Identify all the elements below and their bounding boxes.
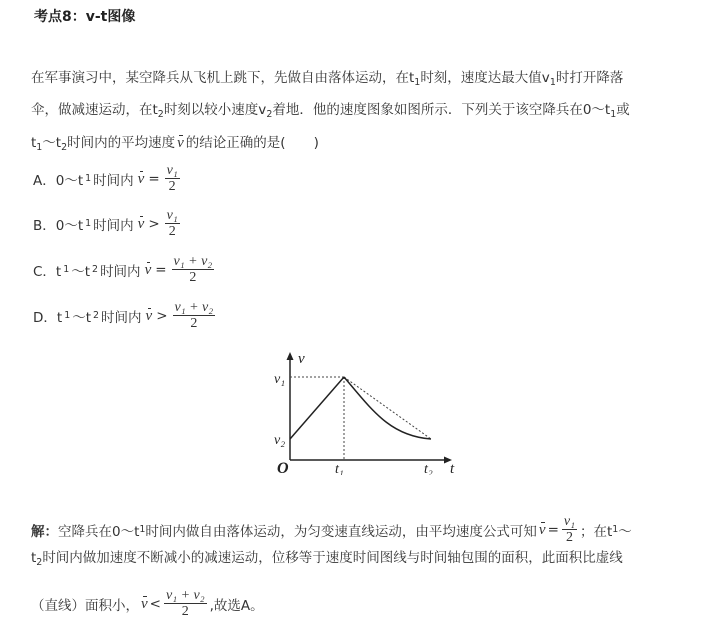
option-label: D．t xyxy=(33,309,63,326)
text: 空降兵在0～t xyxy=(58,523,140,540)
option-b: B．0～t 1 时间内 v > $\frac{\text{v₁}}{2}$ xyxy=(33,208,178,239)
text: 时间内 xyxy=(100,263,141,280)
relation: > xyxy=(148,215,160,232)
t2-tick-label: t₂ xyxy=(424,462,433,475)
y-axis-label: v xyxy=(298,351,305,367)
numerator: v₁ xyxy=(563,514,575,529)
fraction xyxy=(172,254,215,285)
option-a: A．0～t 1 时间内 v = $\frac{\text{v₁}}{2}$ xyxy=(33,163,178,194)
option-label: A．0～t xyxy=(33,172,84,189)
subscript: 1 xyxy=(414,77,421,88)
denominator: 2 xyxy=(565,530,573,545)
text: t xyxy=(31,135,37,151)
fraction xyxy=(173,300,216,331)
denominator: 2 xyxy=(189,270,197,285)
subscript: 1 xyxy=(549,77,556,88)
x-axis-label: t xyxy=(450,461,455,475)
text: t xyxy=(31,550,37,566)
fraction xyxy=(164,588,207,619)
text: 时间内做加速度不断减小的减速运动，位移等于速度时间图线与时间轴包围的面积，此面积比虚线 xyxy=(42,550,623,566)
fraction xyxy=(562,514,577,545)
question-line-1 xyxy=(31,66,623,86)
relation: = xyxy=(148,170,160,187)
subscript: 2 xyxy=(266,109,273,120)
subscript: 2 xyxy=(157,109,164,120)
subscript: 2 xyxy=(61,142,68,153)
text: ,故选A。 xyxy=(209,597,264,614)
denominator: 2 xyxy=(168,224,176,239)
chord-dashed-line xyxy=(344,377,431,439)
text: 时刻以较小速度v xyxy=(163,102,267,118)
text: 时间内 xyxy=(93,217,134,234)
mean-velocity-symbol: v xyxy=(144,262,152,278)
denominator: 2 xyxy=(181,604,189,619)
text: （直线）面积小， xyxy=(31,597,139,614)
question-line-3 xyxy=(31,131,319,152)
subscript: 1 xyxy=(610,109,617,120)
option-label: C．t xyxy=(33,263,62,280)
text: ) xyxy=(313,135,319,151)
text: 时间内做自由落体运动，为匀变速直线运动，由平均速度公式可知 xyxy=(145,523,537,540)
solution-label: 解： xyxy=(31,523,58,540)
numerator: v₁ xyxy=(166,163,178,178)
text: 时间内的平均速度 xyxy=(67,135,176,151)
solution-line-1: 解： 空降兵在0～t 1 时间内做自由落体运动，为匀变速直线运动，由平均速度公式可知 v = $\frac{\text{v₁}}{2}$ ；在t 1 ～ xyxy=(31,514,632,545)
vt-graph xyxy=(268,350,468,475)
solution-line-3 xyxy=(31,588,264,619)
text: 着地．他的速度图象如图所示．下列关于该空降兵在0～t xyxy=(272,102,611,118)
text: 在军事演习中，某空降兵从飞机上跳下，先做自由落体运动，在t xyxy=(31,70,415,86)
mean-velocity-symbol: v xyxy=(538,522,546,538)
section-title: 考点8：v-t图像 xyxy=(34,9,136,25)
numerator: v₁ + v₂ xyxy=(165,588,205,603)
option-c: C．t 1 ～t 2 时间内 v = $\frac{\text{v₁ + v₂}}{2}$ xyxy=(33,254,213,285)
text: ；在t xyxy=(579,523,613,540)
mean-velocity-symbol: v xyxy=(177,135,184,151)
option-d: D．t 1 ～t 2 时间内 v > $\frac{\text{v₁ + v₂}}{2}$ xyxy=(33,300,214,331)
rise-segment xyxy=(290,377,344,439)
subscript: 1 xyxy=(36,142,43,153)
relation: = xyxy=(155,261,167,278)
question-line-2 xyxy=(31,98,630,118)
solution-line-2 xyxy=(31,546,623,566)
fraction xyxy=(165,163,180,194)
fraction xyxy=(165,208,180,239)
text: 或 xyxy=(616,102,630,118)
text: ～t xyxy=(42,135,62,151)
text: ～t xyxy=(71,263,91,280)
y-axis-arrow xyxy=(287,352,294,360)
text: 伞，做减速运动，在t xyxy=(31,102,158,118)
v1-tick-label: v₁ xyxy=(274,372,286,387)
denominator: 2 xyxy=(190,316,198,331)
denominator: 2 xyxy=(168,179,176,194)
option-label: B．0～t xyxy=(33,217,84,234)
t1-tick-label: t₁ xyxy=(335,462,344,475)
text: ～t xyxy=(72,309,92,326)
text: ～ xyxy=(618,523,632,540)
origin-label: O xyxy=(277,460,289,475)
relation: > xyxy=(156,307,168,324)
mean-velocity-symbol: v xyxy=(145,308,153,324)
relation: = xyxy=(547,521,559,538)
v2-tick-label: v₂ xyxy=(274,433,286,448)
relation: < xyxy=(149,595,161,612)
mean-velocity-symbol: v xyxy=(137,171,145,187)
text: 时间内 xyxy=(93,172,134,189)
numerator: v₁ + v₂ xyxy=(173,254,213,269)
numerator: v₁ + v₂ xyxy=(174,300,214,315)
mean-velocity-symbol: v xyxy=(137,216,145,232)
text: 时刻，速度达最大值v xyxy=(420,70,550,86)
text: 的结论正确的是( xyxy=(185,135,286,151)
text: 时打开降落 xyxy=(555,70,624,86)
text: 时间内 xyxy=(101,309,142,326)
mean-velocity-symbol: v xyxy=(141,596,148,612)
subscript: 2 xyxy=(36,557,43,568)
numerator: v₁ xyxy=(166,208,178,223)
